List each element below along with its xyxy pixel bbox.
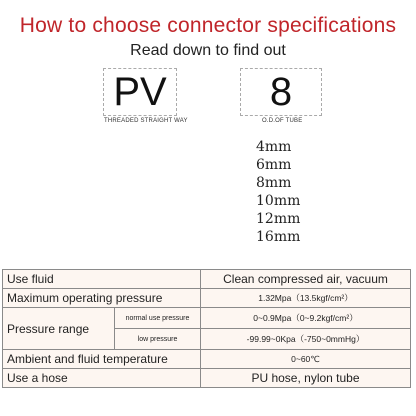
pressure-range-label: Pressure range [3,308,115,350]
tube-size-list [256,138,300,246]
spec-table [2,269,411,388]
low-pressure-value: -99.99~0Kpa（-750~0mmHg） [201,329,411,350]
table-row [3,369,411,388]
table-row [3,350,411,369]
size-code-caption: O.D.OF TUBE [262,118,303,124]
max-pressure-value: 1.32Mpa（13.5kgf/cm²） [201,289,411,308]
tube-size-item: 8mm [256,175,292,191]
page-subtitle: Read down to find out [130,42,286,59]
tube-size-item: 4mm [256,139,292,155]
ambient-temp-label: Ambient and fluid temperature [3,350,201,369]
ambient-temp-value: 0~60℃ [201,350,411,369]
table-row [3,308,411,329]
use-fluid-value: Clean compressed air, vacuum [201,270,411,289]
hose-value: PU hose, nylon tube [201,369,411,388]
table-row [3,289,411,308]
size-code-box: 8 [240,68,322,116]
tube-size-item: 16mm [256,229,301,245]
normal-pressure-label: normal use pressure [115,308,201,329]
normal-pressure-value: 0~0.9Mpa（0~9.2kgf/cm²） [201,308,411,329]
max-pressure-label: Maximum operating pressure [3,289,201,308]
table-row [3,270,411,289]
page-title: How to choose connector specifications [19,14,397,37]
tube-size-item: 12mm [256,211,301,227]
use-fluid-label: Use fluid [3,270,201,289]
tube-size-item: 10mm [256,193,301,209]
model-code-box: PV [103,68,177,116]
hose-label: Use a hose [3,369,201,388]
tube-size-item: 6mm [256,157,292,173]
low-pressure-label: low pressure [115,329,201,350]
model-code-caption: THREADED STRAIGHT WAY [104,118,188,124]
